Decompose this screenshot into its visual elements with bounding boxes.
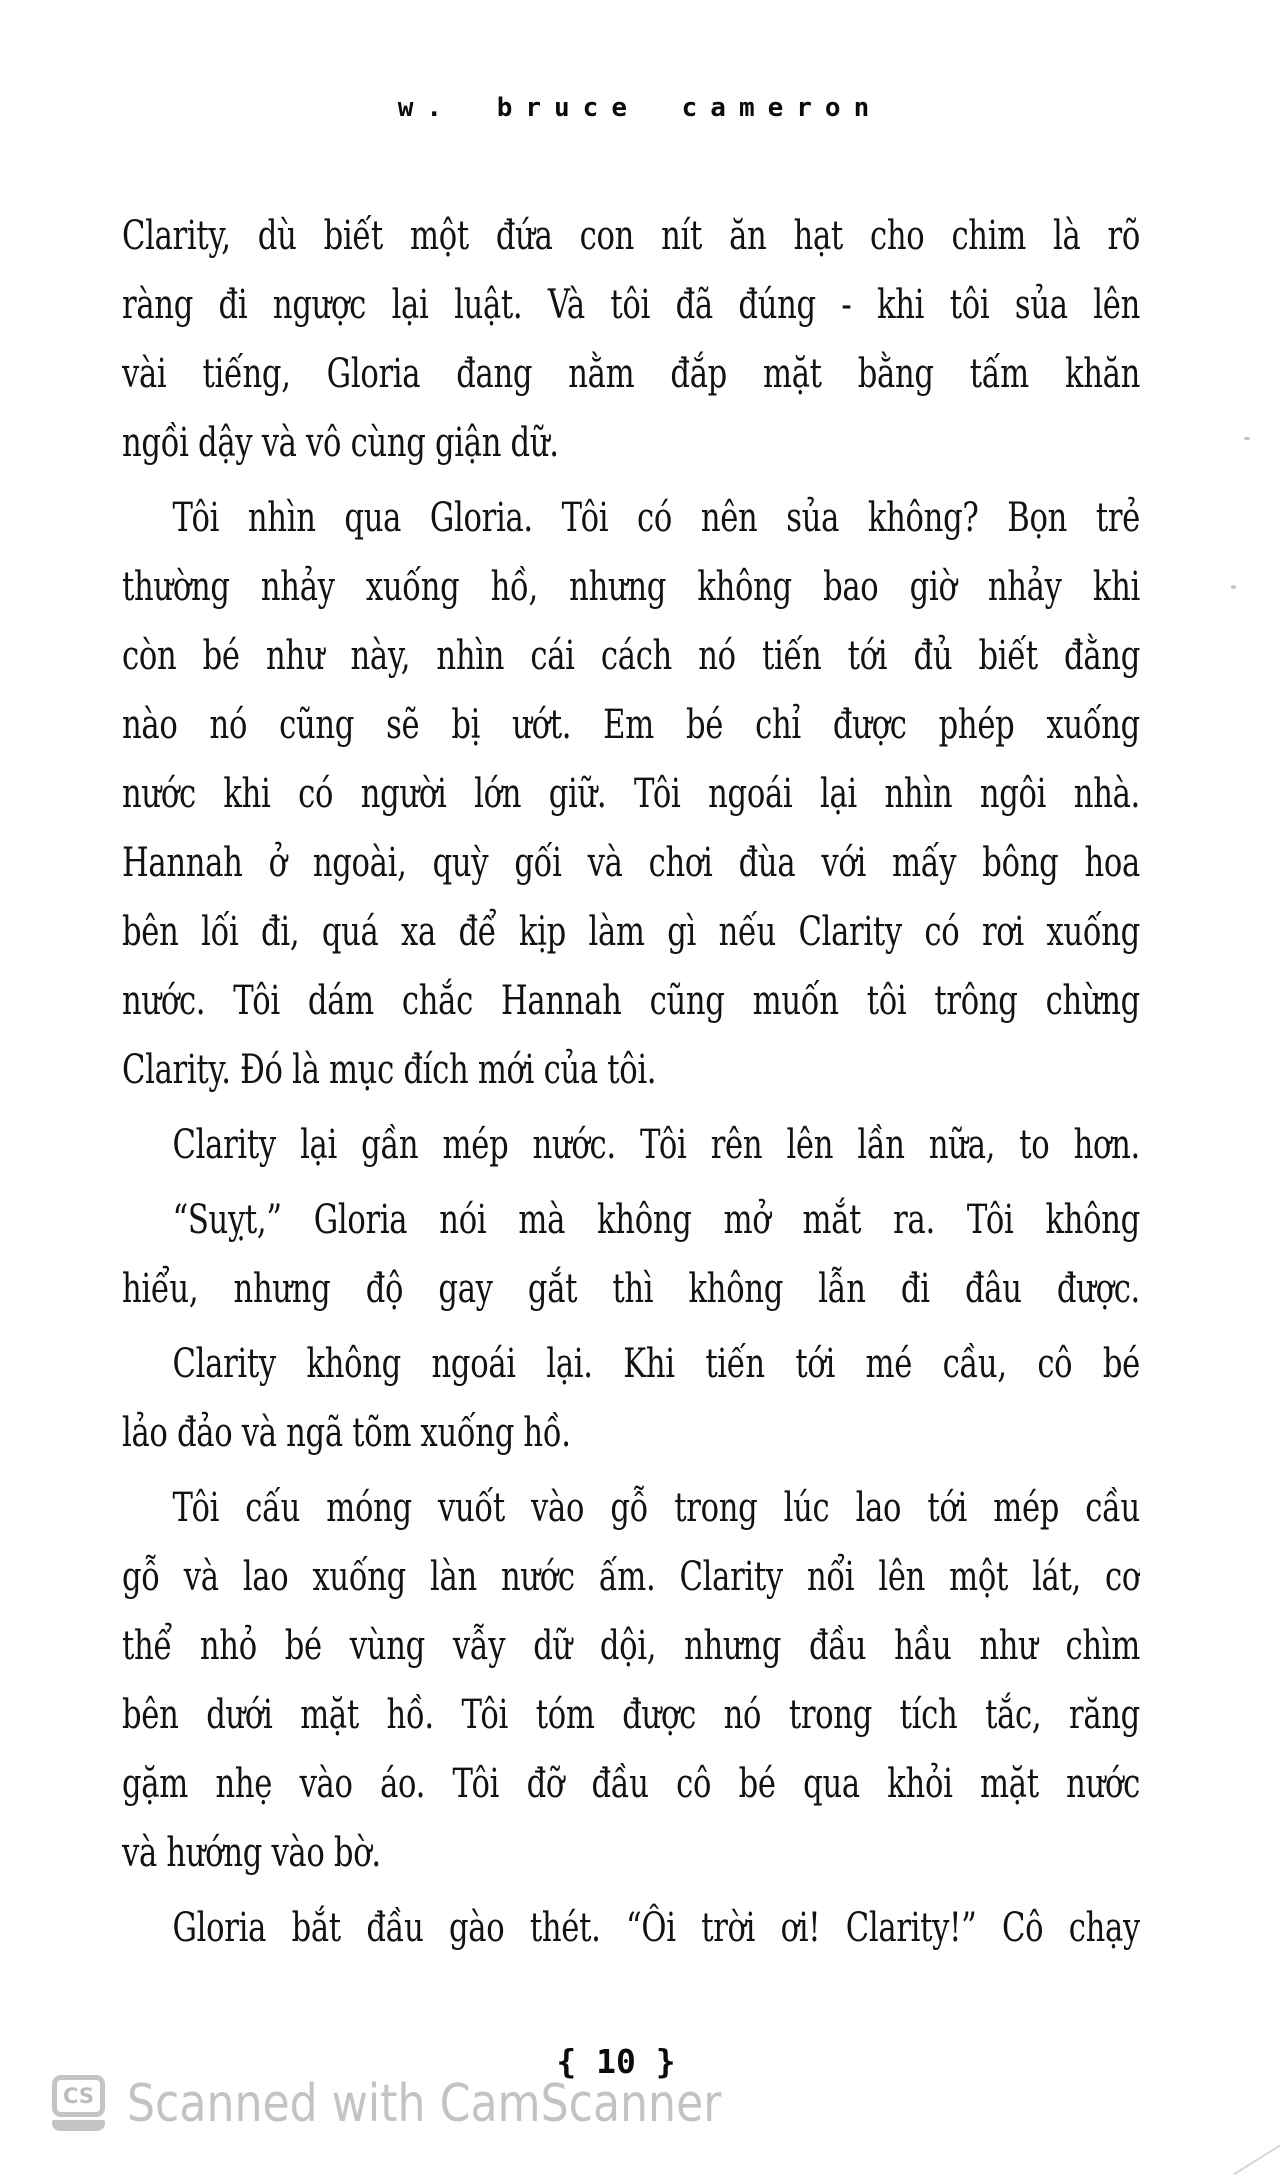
- text-line: ràng đi ngược lại luật. Và tôi đã đúng - khi tôi sủa lên: [122, 282, 1140, 328]
- camscanner-watermark-text: Scanned with CamScanner: [127, 2074, 722, 2134]
- text-line: thể nhỏ bé vùng vẫy dữ dội, nhưng đầu hầu như chìm: [122, 1623, 1140, 1669]
- text-line: hiểu, nhưng độ gay gắt thì không lẫn đi đâu được.: [122, 1266, 1140, 1312]
- text-line: Clarity lại gần mép nước. Tôi rên lên lần nữa, to hơn.: [172, 1122, 1140, 1168]
- body-text-block: [122, 202, 1140, 1963]
- text-line: “Suỵt,” Gloria nói mà không mở mắt ra. Tôi không: [172, 1197, 1140, 1243]
- text-line: gặm nhẹ vào áo. Tôi đỡ đầu cô bé qua khỏi mặt nước: [122, 1761, 1140, 1807]
- text-line: Gloria bắt đầu gào thét. “Ôi trời ơi! Clarity!” Cô chạy: [172, 1905, 1140, 1951]
- text-line: còn bé như này, nhìn cái cách nó tiến tới đủ biết đằng: [122, 633, 1140, 679]
- text-line: bên lối đi, quá xa để kịp làm gì nếu Clarity có rơi xuống: [122, 909, 1140, 955]
- text-line: bên dưới mặt hồ. Tôi tóm được nó trong tích tắc, răng: [122, 1692, 1140, 1738]
- text-line: lảo đảo và ngã tõm xuống hồ.: [122, 1410, 571, 1456]
- scan-artifact-dot: [1231, 585, 1236, 589]
- text-line: Clarity không ngoái lại. Khi tiến tới mé cầu, cô bé: [172, 1341, 1140, 1387]
- running-head-author: w. bruce cameron: [397, 93, 883, 123]
- text-line: Hannah ở ngoài, quỳ gối và chơi đùa với mấy bông hoa: [122, 840, 1140, 886]
- camscanner-logo-letters: CS: [52, 2075, 105, 2117]
- camscanner-logo-base: [52, 2120, 105, 2131]
- text-line: Clarity. Đó là mục đích mới của tôi.: [122, 1047, 657, 1093]
- text-line: Clarity, dù biết một đứa con nít ăn hạt cho chim là rõ: [122, 213, 1140, 259]
- text-line: gỗ và lao xuống làn nước ấm. Clarity nổi lên một lát, cơ: [122, 1554, 1140, 1600]
- text-line: thường nhảy xuống hồ, nhưng không bao giờ nhảy khi: [122, 564, 1140, 610]
- text-line: Tôi nhìn qua Gloria. Tôi có nên sủa không? Bọn trẻ: [172, 495, 1140, 541]
- text-line: và hướng vào bờ.: [122, 1830, 381, 1876]
- body-text-inner: [122, 202, 1140, 1963]
- scan-artifact-crease: [1234, 2131, 1280, 2175]
- page-number: { 10 }: [556, 2042, 676, 2081]
- camscanner-logo-icon: [52, 2075, 105, 2131]
- text-line: nào nó cũng sẽ bị ướt. Em bé chỉ được phép xuống: [122, 702, 1140, 748]
- text-line: nước. Tôi dám chắc Hannah cũng muốn tôi trông chừng: [122, 978, 1140, 1024]
- scan-artifact-dot: [1244, 437, 1250, 440]
- text-line: Tôi cấu móng vuốt vào gỗ trong lúc lao tới mép cầu: [172, 1485, 1140, 1531]
- text-line: nước khi có người lớn giữ. Tôi ngoái lại nhìn ngôi nhà.: [122, 771, 1140, 817]
- text-line: ngồi dậy và vô cùng giận dữ.: [122, 420, 559, 466]
- text-line: vài tiếng, Gloria đang nằm đắp mặt bằng tấm khăn: [122, 351, 1140, 397]
